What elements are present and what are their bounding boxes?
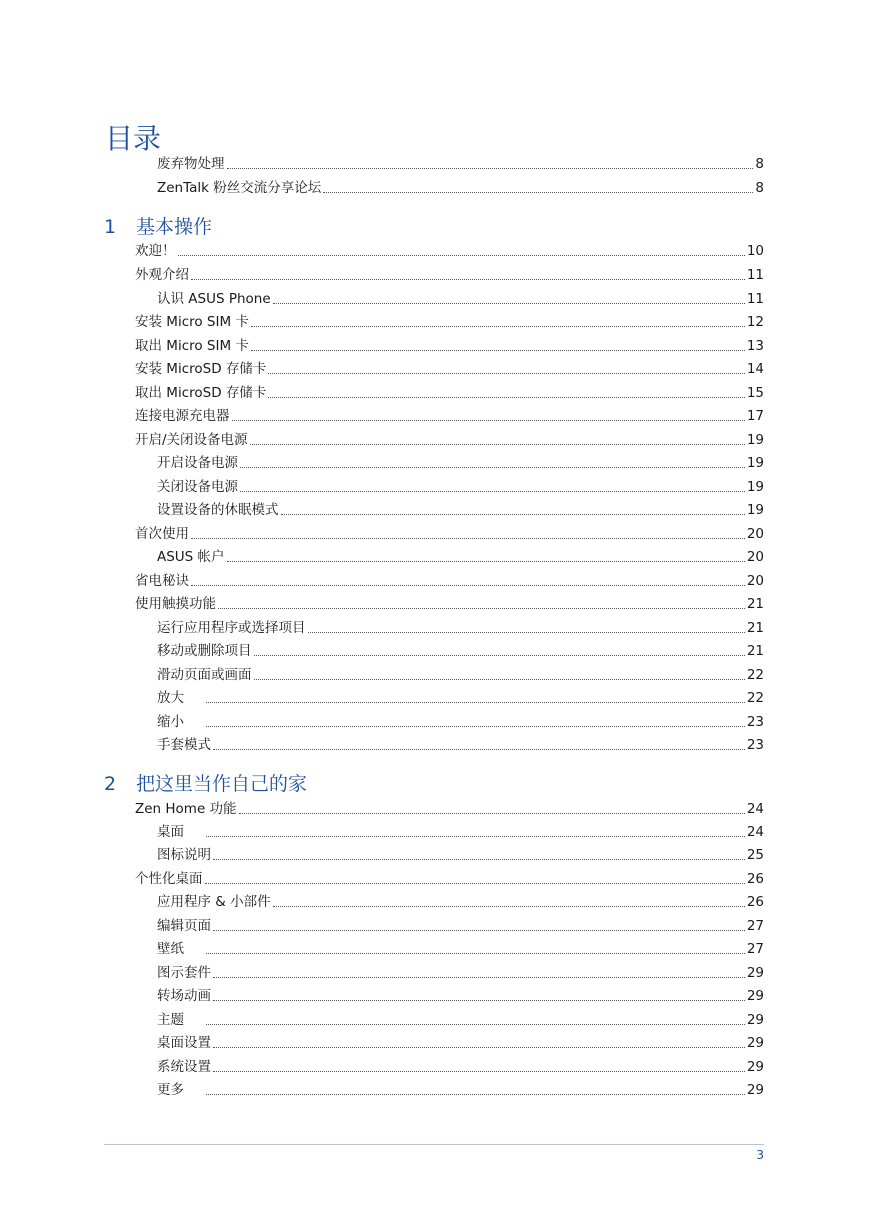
- toc-entry-page: 10: [746, 243, 764, 259]
- toc-entry[interactable]: [157, 1011, 764, 1029]
- toc-entry[interactable]: [135, 870, 764, 888]
- toc-entry[interactable]: [157, 1081, 764, 1099]
- chapter-number: 1: [104, 216, 117, 238]
- toc-entry[interactable]: [157, 846, 764, 864]
- dot-leader: [227, 168, 754, 169]
- toc-entry-page: 24: [746, 824, 764, 840]
- toc-entry-label: 更多: [157, 1082, 184, 1098]
- toc-entry-label: 使用触摸功能: [135, 596, 216, 612]
- toc-entry-label: ZenTalk 粉丝交流分享论坛: [157, 180, 322, 196]
- dot-leader: [273, 303, 745, 304]
- toc-entry-page: 19: [746, 502, 764, 518]
- toc-entry[interactable]: [135, 595, 764, 613]
- dot-leader: [254, 679, 745, 680]
- dot-leader: [205, 883, 745, 884]
- dot-leader: [213, 1071, 745, 1072]
- toc-entry-label: 认识 ASUS Phone: [157, 291, 271, 307]
- toc-entry-page: 11: [746, 291, 764, 307]
- dot-leader: [191, 585, 745, 586]
- toc-entry-page: 8: [755, 156, 764, 172]
- toc-entry-page: 23: [746, 714, 764, 730]
- toc-entry-page: 22: [746, 690, 764, 706]
- dot-leader: [213, 977, 745, 978]
- toc-entry[interactable]: [157, 823, 764, 841]
- toc-entry[interactable]: [135, 242, 764, 260]
- dot-leader: [250, 444, 745, 445]
- toc-entry[interactable]: [157, 548, 764, 566]
- toc-entry-page: 29: [746, 1059, 764, 1075]
- toc-entry-page: 21: [746, 643, 764, 659]
- dot-leader: [232, 420, 745, 421]
- toc-entry-page: 29: [746, 1012, 764, 1028]
- chapter-title: 把这里当作自己的家: [136, 773, 308, 795]
- toc-entry-label: 图示套件: [157, 965, 211, 981]
- toc-entry-label: 外观介绍: [135, 267, 189, 283]
- toc-entry[interactable]: [135, 360, 764, 378]
- toc-entry-label: Zen Home 功能: [135, 801, 237, 817]
- dot-leader: [218, 608, 745, 609]
- toc-entry-page: 22: [746, 667, 764, 683]
- toc-entry-label: 取出 MicroSD 存储卡: [135, 385, 267, 401]
- toc-entry-label: 缩小: [157, 714, 184, 730]
- toc-entry-label: 滑动页面或画面: [157, 667, 252, 683]
- toc-entry[interactable]: [157, 689, 764, 707]
- dot-leader: [323, 192, 753, 193]
- toc-entry[interactable]: [157, 893, 764, 911]
- toc-entry-label: 取出 Micro SIM 卡: [135, 338, 249, 354]
- toc-entry-label: 编辑页面: [157, 918, 211, 934]
- toc-entry-page: 14: [746, 361, 764, 377]
- toc-entry-page: 19: [746, 479, 764, 495]
- toc-entry-page: 26: [746, 871, 764, 887]
- toc-entry[interactable]: [157, 501, 764, 519]
- footer-divider: [104, 1144, 764, 1145]
- toc-entry-label: 首次使用: [135, 526, 189, 542]
- dot-leader: [213, 859, 745, 860]
- toc-entry-page: 25: [746, 847, 764, 863]
- toc-entry-label: 关闭设备电源: [157, 479, 238, 495]
- dot-leader: [268, 373, 744, 374]
- toc-entry-label: 个性化桌面: [135, 871, 203, 887]
- toc-entry[interactable]: [157, 666, 764, 684]
- toc-entry-page: 8: [755, 180, 764, 196]
- dot-leader: [308, 632, 745, 633]
- toc-entry[interactable]: [157, 713, 764, 731]
- dot-leader: [191, 538, 745, 539]
- toc-entry-page: 15: [746, 385, 764, 401]
- toc-entry-label: 系统设置: [157, 1059, 211, 1075]
- toc-entry-label: 安装 MicroSD 存储卡: [135, 361, 267, 377]
- toc-entry-label: 安装 Micro SIM 卡: [135, 314, 249, 330]
- toc-entry-label: 废弃物处理: [157, 156, 225, 172]
- toc-entry[interactable]: [135, 407, 764, 425]
- toc-entry-page: 29: [746, 1035, 764, 1051]
- dot-leader: [206, 953, 745, 954]
- toc-entry-label: 主题: [157, 1012, 184, 1028]
- toc-entry-page: 23: [746, 737, 764, 753]
- toc-entry[interactable]: [157, 940, 764, 958]
- toc-entry-page: 24: [746, 801, 764, 817]
- toc-entry-page: 13: [746, 338, 764, 354]
- toc-entry-label: 桌面: [157, 824, 184, 840]
- toc-entry-waste-disposal[interactable]: [157, 155, 764, 173]
- dot-leader: [281, 514, 745, 515]
- dot-leader: [213, 930, 745, 931]
- toc-entry-label: 应用程序 & 小部件: [157, 894, 271, 910]
- dot-leader: [240, 491, 745, 492]
- toc-entry-page: 21: [746, 596, 764, 612]
- toc-entry-page: 11: [746, 267, 764, 283]
- toc-entry-page: 20: [746, 549, 764, 565]
- toc-entry-page: 19: [746, 432, 764, 448]
- dot-leader: [240, 467, 745, 468]
- dot-leader: [206, 836, 745, 837]
- toc-entry-label: 壁纸: [157, 941, 184, 957]
- toc-entry-page: 17: [746, 408, 764, 424]
- dot-leader: [206, 702, 745, 703]
- dot-leader: [206, 726, 745, 727]
- dot-leader: [206, 1094, 745, 1095]
- dot-leader: [251, 350, 745, 351]
- toc-entry-page: 20: [746, 526, 764, 542]
- toc-entry-page: 29: [746, 988, 764, 1004]
- toc-entry[interactable]: [135, 337, 764, 355]
- dot-leader: [213, 749, 745, 750]
- toc-entry[interactable]: [157, 1058, 764, 1076]
- chapter-2-heading[interactable]: [104, 769, 307, 796]
- dot-leader: [251, 326, 745, 327]
- toc-entry[interactable]: [157, 619, 764, 637]
- toc-entry[interactable]: [157, 1034, 764, 1052]
- toc-entry-page: 27: [746, 941, 764, 957]
- toc-entry[interactable]: [157, 736, 764, 754]
- page-number: 3: [756, 1148, 764, 1162]
- toc-entry-label: 移动或删除项目: [157, 643, 252, 659]
- toc-entry[interactable]: [157, 478, 764, 496]
- toc-entry-label: 开启/关闭设备电源: [135, 432, 248, 448]
- toc-entry[interactable]: [135, 313, 764, 331]
- toc-entry-page: 27: [746, 918, 764, 934]
- toc-entry[interactable]: [157, 964, 764, 982]
- toc-entry-page: 26: [746, 894, 764, 910]
- toc-entry-label: ASUS 帐户: [157, 549, 225, 565]
- chapter-1-heading[interactable]: [104, 212, 212, 239]
- toc-entry-page: 29: [746, 965, 764, 981]
- toc-entry-label: 省电秘诀: [135, 573, 189, 589]
- dot-leader: [254, 655, 745, 656]
- dot-leader: [213, 1000, 745, 1001]
- toc-entry[interactable]: [135, 572, 764, 590]
- toc-title: 目录: [105, 121, 162, 155]
- toc-entry-label: 开启设备电源: [157, 455, 238, 471]
- dot-leader: [191, 279, 745, 280]
- toc-entry[interactable]: [157, 987, 764, 1005]
- toc-entry-label: 图标说明: [157, 847, 211, 863]
- toc-entry[interactable]: [135, 384, 764, 402]
- dot-leader: [273, 906, 745, 907]
- toc-entry-label: 运行应用程序或选择项目: [157, 620, 306, 636]
- toc-entry[interactable]: [157, 454, 764, 472]
- chapter-title: 基本操作: [136, 216, 213, 238]
- dot-leader: [239, 813, 745, 814]
- toc-entry-label: 桌面设置: [157, 1035, 211, 1051]
- dot-leader: [268, 397, 744, 398]
- toc-entry-label: 放大: [157, 690, 184, 706]
- toc-entry[interactable]: [157, 642, 764, 660]
- dot-leader: [178, 255, 745, 256]
- toc-entry[interactable]: [135, 800, 764, 818]
- toc-entry[interactable]: [157, 290, 764, 308]
- dot-leader: [213, 1047, 745, 1048]
- toc-entry-page: 29: [746, 1082, 764, 1098]
- toc-entry[interactable]: [157, 917, 764, 935]
- toc-entry[interactable]: [135, 431, 764, 449]
- toc-entry-zentalk[interactable]: [157, 179, 764, 197]
- toc-entry-label: 欢迎！: [135, 243, 176, 259]
- toc-entry-label: 转场动画: [157, 988, 211, 1004]
- toc-entry-page: 20: [746, 573, 764, 589]
- toc-entry-page: 21: [746, 620, 764, 636]
- toc-entry[interactable]: [135, 266, 764, 284]
- toc-entry-label: 手套模式: [157, 737, 211, 753]
- toc-entry-page: 12: [746, 314, 764, 330]
- chapter-number: 2: [104, 773, 117, 795]
- toc-entry-label: 连接电源充电器: [135, 408, 230, 424]
- toc-entry-page: 19: [746, 455, 764, 471]
- dot-leader: [227, 561, 745, 562]
- toc-entry[interactable]: [135, 525, 764, 543]
- toc-entry-label: 设置设备的休眠模式: [157, 502, 279, 518]
- dot-leader: [206, 1024, 745, 1025]
